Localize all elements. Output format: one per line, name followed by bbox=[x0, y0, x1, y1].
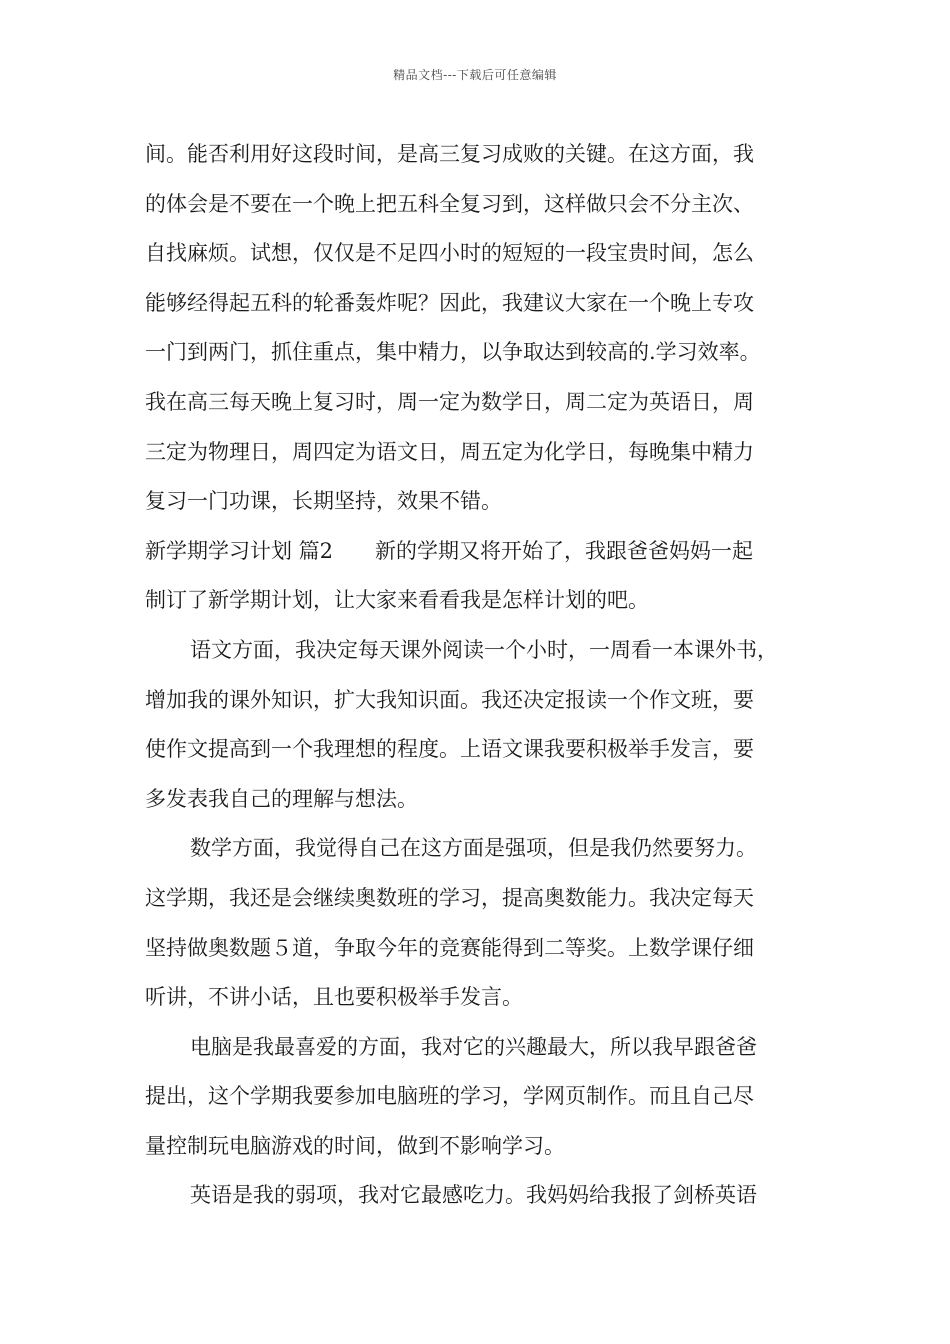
text-line: 复习一门功课，长期坚持，效果不错。 bbox=[145, 489, 502, 514]
document-body bbox=[145, 130, 820, 1221]
text-line: 使作文提高到一个我理想的程度。上语文课我要积极举手发言，要 bbox=[145, 737, 754, 762]
text-line: 提出，这个学期我要参加电脑班的学习，学网页制作。而且自己尽 bbox=[145, 1084, 754, 1109]
page-header: 精品文档---下载后可任意编辑 bbox=[393, 68, 557, 82]
text-line: 量控制玩电脑游戏的时间，做到不影响学习。 bbox=[145, 1133, 565, 1158]
text-line: 能够经得起五科的轮番轰炸呢？因此，我建议大家在一个晚上专攻 bbox=[145, 290, 754, 315]
text-line: 一门到两门，抓住重点，集中精力，以争取达到较高的.学习效率。 bbox=[145, 340, 761, 365]
paragraph-start: 语文方面，我决定每天课外阅读一个小时，一周看一本课外书， bbox=[190, 637, 778, 662]
text-line: 我在高三每天晚上复习时，周一定为数学日，周二定为英语日，周 bbox=[145, 389, 754, 414]
text-line: 听讲，不讲小话，且也要积极举手发言。 bbox=[145, 985, 523, 1010]
text-line: 三定为物理日，周四定为语文日，周五定为化学日，每晚集中精力 bbox=[145, 439, 754, 464]
text-line: 这学期，我还是会继续奥数班的学习，提高奥数能力。我决定每天 bbox=[145, 885, 754, 910]
paragraph-start: 英语是我的弱项，我对它最感吃力。我妈妈给我报了剑桥英语 bbox=[190, 1183, 757, 1208]
text-line: 增加我的课外知识，扩大我知识面。我还决定报读一个作文班，要 bbox=[145, 687, 754, 712]
text-line: 制订了新学期计划，让大家来看看我是怎样计划的吧。 bbox=[145, 588, 649, 613]
paragraph-start: 电脑是我最喜爱的方面，我对它的兴趣最大，所以我早跟爸爸 bbox=[190, 1034, 757, 1059]
paragraph-start: 数学方面，我觉得自己在这方面是强项，但是我仍然要努力。 bbox=[190, 836, 757, 861]
text-line: 间。能否利用好这段时间，是高三复习成败的关键。在这方面，我 bbox=[145, 142, 754, 166]
text-line: 坚持做奥数题５道，争取今年的竞赛能得到二等奖。上数学课仔细 bbox=[145, 935, 754, 960]
text-line: 的体会是不要在一个晚上把五科全复习到，这样做只会不分主次、 bbox=[145, 191, 754, 216]
text-line: 多发表我自己的理解与想法。 bbox=[145, 786, 418, 811]
section-heading-line: 新学期学习计划 篇2 新的学期又将开始了，我跟爸爸妈妈一起 bbox=[145, 538, 754, 563]
text-line: 自找麻烦。试想，仅仅是不足四小时的短短的一段宝贵时间，怎么 bbox=[145, 241, 754, 266]
